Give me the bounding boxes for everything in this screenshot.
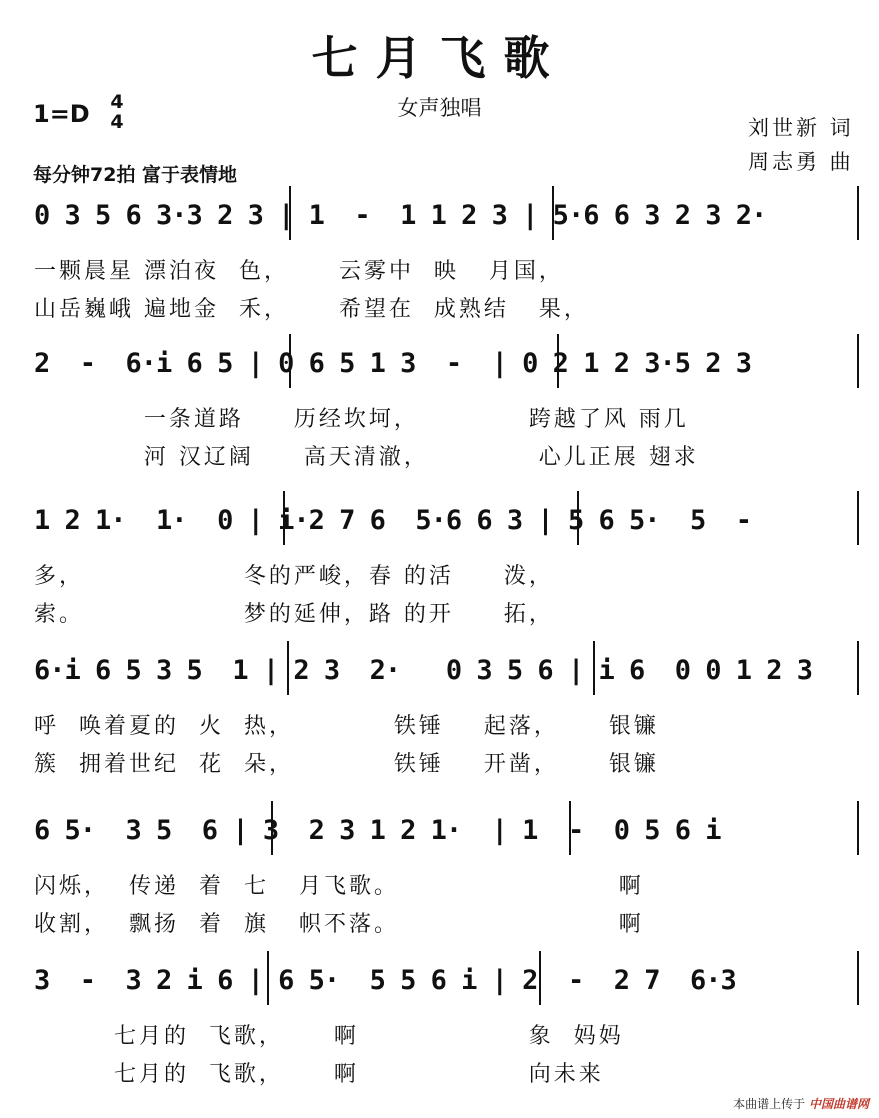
footer-text: 本曲谱上传于 [733,1097,806,1111]
lyric-verse-2: 山岳巍峨 遍地金 禾， 希望在 成熟结 果， [34,297,589,322]
lyric-verse-2: 簇 拥着世纪 花 朵， 铁锤 开凿， 银镰 [34,752,659,777]
notation-line: 6·i 6 5 3 5 1 | 2 3 2· 0 3 5 6 | i 6 0 0 1 2 3 [34,655,813,686]
meter-top: 4 [110,91,124,113]
lyric-verse-2: 河 汉辽阔 高天清澈， 心儿正展 翅求 [34,445,699,470]
notation-line: 6 5· 3 5 6 | 3 2 3 1 2 1· | 1 - 0 5 6 i [34,815,721,846]
notation-line: 2 - 6·i 6 5 | 0 6 5 1 3 - | 0 2 1 2 3·5 2 3 [34,348,752,379]
lyric-verse-1: 闪烁， 传递 着 七 月飞歌。 啊 [34,874,644,899]
notation-line: 1 2 1· 1· 0 | i·2 7 6 5·6 6 3 | 5 6 5· 5 - [34,505,752,536]
performance-type: 女声独唱 [397,96,482,120]
notation-line: 3 - 3 2 i 6 | 6 5· 5 5 6 i | 2 - 2 7 6·3 [34,965,736,996]
lyric-verse-1: 多， 冬的严峻，春 的活 泼， [34,564,554,589]
lyric-verse-1: 呼 唤着夏的 火 热， 铁锤 起落， 银镰 [34,714,659,739]
site-logo: 中国曲谱网 [808,1097,869,1111]
lyric-verse-2: 索。 梦的延伸，路 的开 拓， [34,602,554,627]
footer-credit [733,1095,869,1112]
notation-line: 0 3 5 6 3·3 2 3 | 1 - 1 1 2 3 | 5·6 6 3 2 3 2· [34,200,767,231]
key-signature: 1=D [33,100,90,128]
lyric-verse-1: 一颗晨星 漂泊夜 色， 云雾中 映 月国， [34,259,564,284]
song-title: 七月飞歌 [311,31,568,85]
lyric-verse-1: 七月的 飞歌， 啊 象 妈妈 [34,1024,624,1049]
tempo-marking: 每分钟72拍 富于表情地 [33,164,238,186]
meter-bottom: 4 [110,111,124,133]
lyric-verse-2: 七月的 飞歌， 啊 向未来 [34,1062,604,1087]
lyric-verse-2: 收割， 飘扬 着 旗 帜不落。 啊 [34,912,644,937]
lyric-verse-1: 一条道路 历经坎坷， 跨越了风 雨几 [34,407,689,432]
lyricist-credit: 刘世新 词 [748,116,854,140]
composer-credit: 周志勇 曲 [748,150,854,174]
